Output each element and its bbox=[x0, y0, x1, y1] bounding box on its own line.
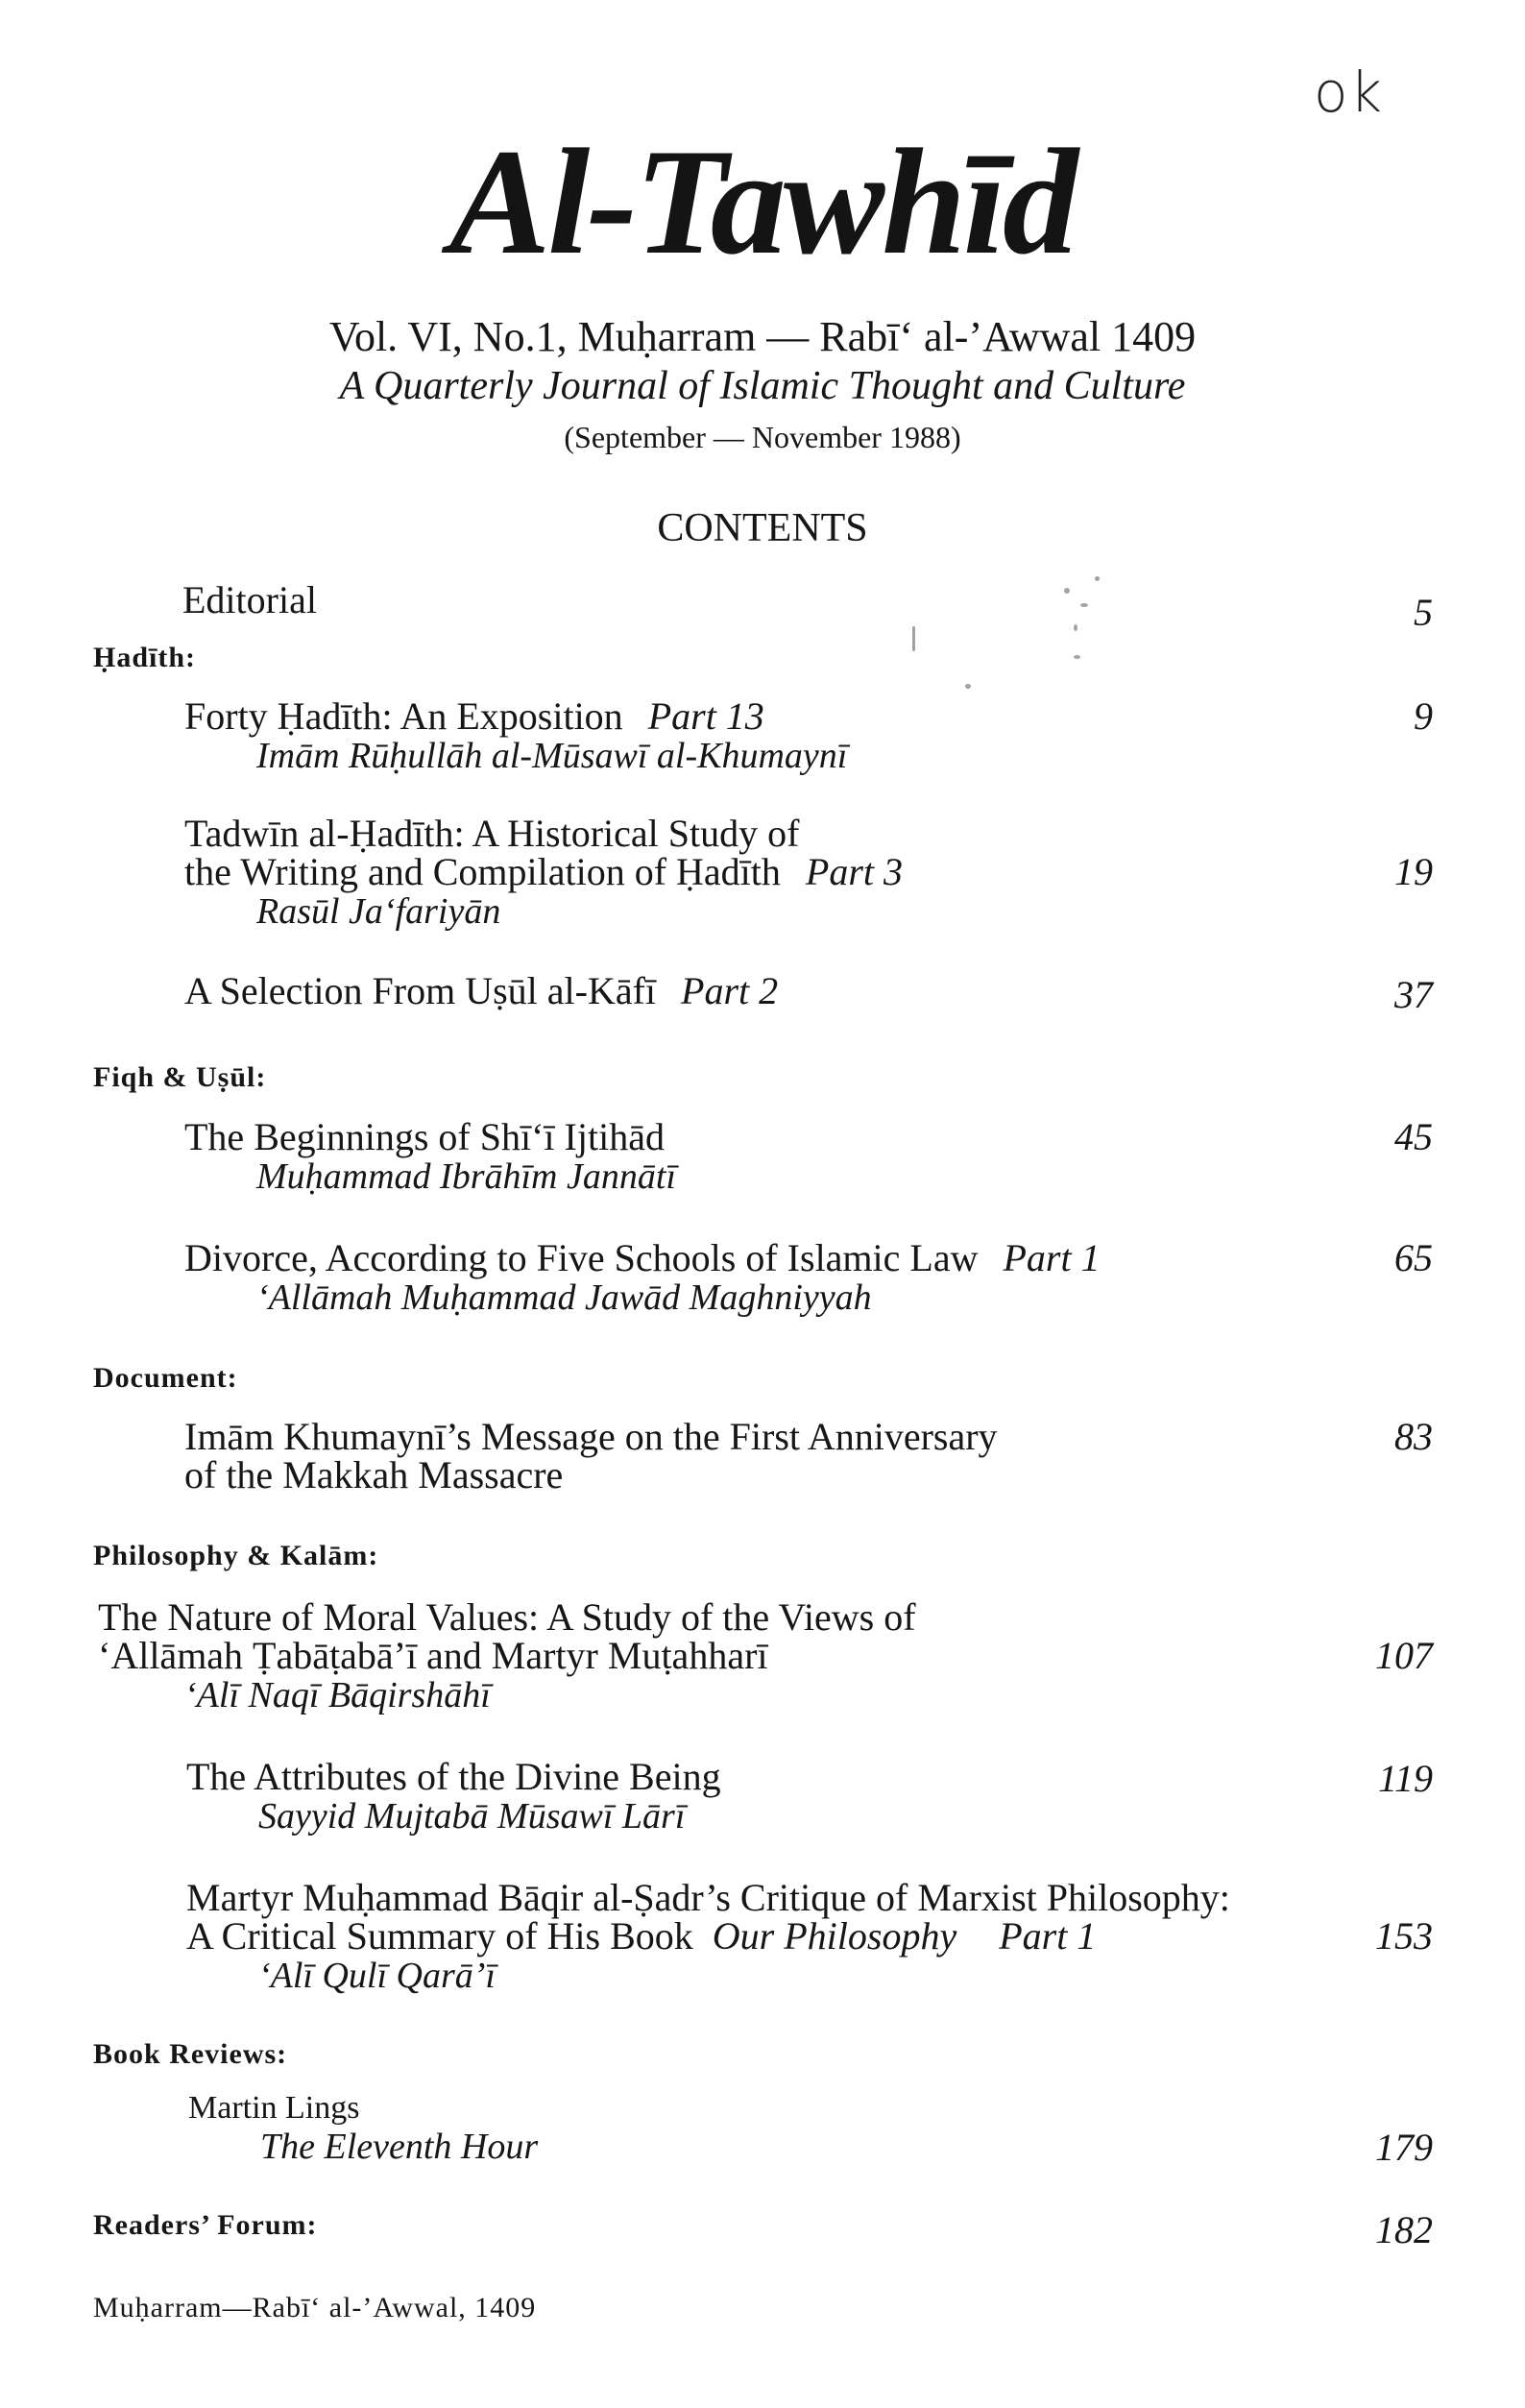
entry-part: Part 1 bbox=[1003, 1236, 1101, 1279]
entry-title-text: the Writing and Compilation of Ḥadīth bbox=[184, 850, 781, 893]
entry-title-line2: of the Makkah Massacre bbox=[184, 1453, 564, 1496]
section-heading-book-reviews: Book Reviews: bbox=[93, 2038, 288, 2070]
entry-title-line1: The Nature of Moral Values: A Study of the Views of bbox=[98, 1595, 916, 1639]
page-number: 83 bbox=[1394, 1415, 1433, 1458]
section-heading-hadith: Ḥadīth: bbox=[93, 642, 197, 673]
entry-title-line1: Tadwīn al-Ḥadīth: A Historical Study of bbox=[184, 812, 800, 855]
page-footer: Muḥarram—Rabī‘ al-’Awwal, 1409 bbox=[93, 2292, 537, 2323]
entry-book-title: Our Philosophy bbox=[712, 1914, 957, 1958]
entry-title-text: A Critical Summary of His Book bbox=[186, 1914, 693, 1958]
entry-title-text: Forty Ḥadīth: An Exposition bbox=[184, 694, 623, 738]
page-number: 65 bbox=[1394, 1236, 1433, 1279]
scan-speck bbox=[912, 626, 915, 651]
entry-title: Editorial bbox=[182, 578, 317, 621]
scan-speck bbox=[965, 684, 971, 689]
entry-title-line1: Imām Khumaynī’s Message on the First Anniversary bbox=[184, 1415, 998, 1458]
page-number: 107 bbox=[1375, 1634, 1433, 1677]
scan-speck bbox=[1095, 576, 1100, 581]
handwritten-note: ok bbox=[1314, 60, 1385, 125]
entry-author: Muḥammad Ibrāhīm Jannātī bbox=[256, 1156, 676, 1197]
reviewed-book-title: The Eleventh Hour bbox=[260, 2127, 539, 2167]
entry-author: ‘Allāmah Muḥammad Jawād Maghniyyah bbox=[256, 1277, 872, 1318]
journal-masthead: Al-Tawhīd bbox=[448, 118, 1077, 286]
section-heading-readers-forum: Readers’ Forum: bbox=[93, 2209, 318, 2241]
scan-speck bbox=[1080, 603, 1088, 607]
volume-line: Vol. VI, No.1, Muḥarram — Rabī‘ al-’Awwal 1409 bbox=[328, 313, 1197, 360]
entry-author: Imām Rūḥullāh al-Mūsawī al-Khumaynī bbox=[256, 736, 848, 776]
entry-title-text: A Selection From Uṣūl al-Kāfī bbox=[184, 969, 657, 1012]
section-heading-philosophy-kalam: Philosophy & Kalām: bbox=[93, 1540, 379, 1571]
entry-title-text: Divorce, According to Five Schools of Islamic Law bbox=[184, 1236, 979, 1279]
page-number: 182 bbox=[1375, 2208, 1433, 2251]
entry-part: Part 2 bbox=[681, 969, 779, 1012]
scan-speck bbox=[1074, 624, 1077, 631]
entry-author: ‘Alī Qulī Qarā’ī bbox=[258, 1956, 496, 1996]
entry-title: The Beginnings of Shī‘ī Ijtihād bbox=[184, 1115, 665, 1158]
toc-entry-editorial bbox=[182, 578, 1433, 629]
reviewer-name: Martin Lings bbox=[188, 2090, 360, 2126]
page-number: 37 bbox=[1394, 973, 1433, 1016]
page-number: 153 bbox=[1375, 1914, 1433, 1958]
issue-dates: (September — November 1988) bbox=[564, 420, 961, 454]
entry-title-line2 bbox=[184, 850, 904, 893]
scan-speck bbox=[1074, 655, 1080, 659]
page-number: 119 bbox=[1377, 1757, 1433, 1800]
page-number: 179 bbox=[1375, 2126, 1433, 2169]
page-number: 45 bbox=[1394, 1115, 1433, 1158]
section-heading-document: Document: bbox=[93, 1362, 238, 1394]
page-number: 5 bbox=[1414, 591, 1433, 634]
entry-part: Part 1 bbox=[999, 1914, 1097, 1958]
entry-title-line1: Martyr Muḥammad Bāqir al-Ṣadr’s Critique of Marxist Philosophy: bbox=[186, 1876, 1230, 1919]
entry-title bbox=[184, 969, 779, 1012]
entry-author: ‘Alī Naqī Bāqirshāhī bbox=[184, 1675, 491, 1715]
entry-title bbox=[184, 694, 764, 738]
page-number: 19 bbox=[1394, 850, 1433, 893]
section-heading-fiqh-usul: Fiqh & Uṣūl: bbox=[93, 1061, 267, 1093]
entry-title bbox=[184, 1236, 1101, 1279]
page-number: 9 bbox=[1414, 694, 1433, 738]
scan-speck bbox=[1064, 588, 1070, 594]
entry-part: Part 3 bbox=[805, 850, 904, 893]
entry-author: Sayyid Mujtabā Mūsawī Lārī bbox=[258, 1796, 686, 1836]
entry-author: Rasūl Ja‘fariyān bbox=[256, 891, 501, 932]
entry-title: The Attributes of the Divine Being bbox=[186, 1755, 721, 1798]
entry-title-line2: ‘Allāmah Ṭabāṭabā’ī and Martyr Muṭahharī bbox=[98, 1634, 768, 1677]
entry-title-line2 bbox=[186, 1914, 1097, 1958]
contents-heading: CONTENTS bbox=[657, 506, 868, 550]
entry-part: Part 13 bbox=[647, 694, 764, 738]
journal-subtitle: A Quarterly Journal of Islamic Thought and Culture bbox=[339, 364, 1186, 408]
